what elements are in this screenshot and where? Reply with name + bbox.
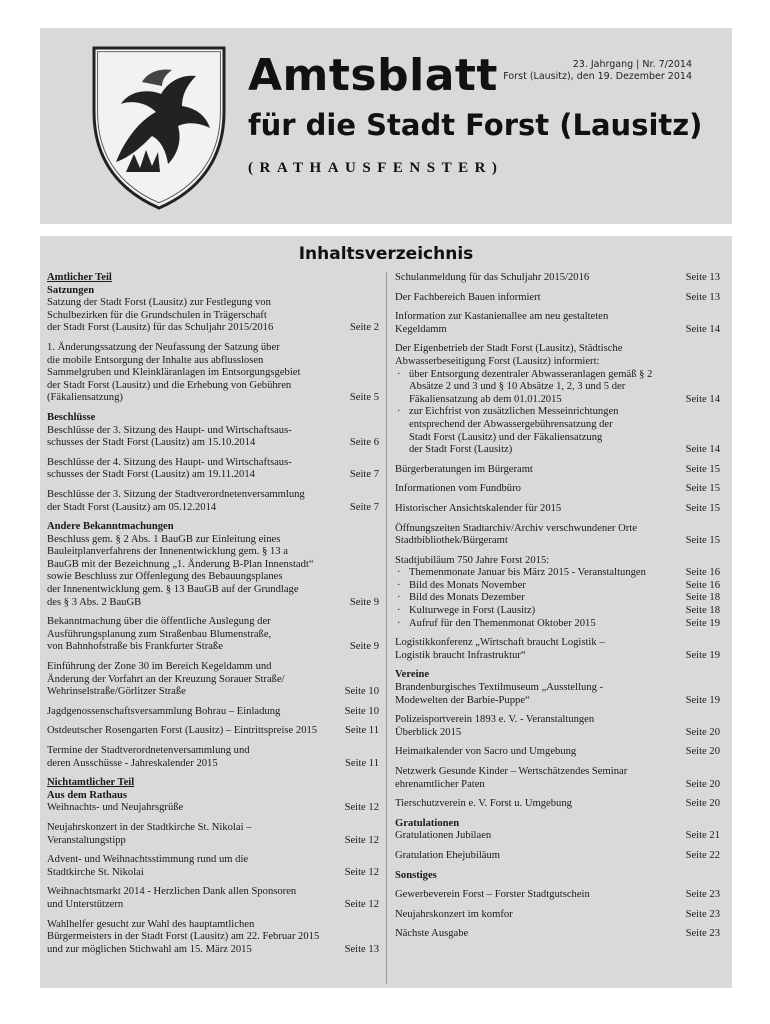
toc-page-number: Seite 15	[685, 483, 720, 495]
toc-entry-text: Logistik braucht Infrastruktur“	[395, 649, 526, 661]
toc-page-number: Seite 13	[685, 272, 720, 283]
toc-entry-text: der Innenentwicklung gem. § 13 BauGB auf der Grundlage	[47, 584, 299, 596]
toc-sub-entry	[395, 406, 720, 456]
toc-entry-text: Ostdeutscher Rosengarten Forst (Lausitz) – Eintrittspreise 2015	[47, 725, 318, 737]
masthead-title: Amtsblatt	[248, 50, 498, 101]
toc-entry-text: Bauleitplanverfahrens der Innenentwicklung gem. § 13 a	[47, 546, 288, 558]
toc-entry	[395, 889, 720, 902]
toc-entry-text: Ausführungsplanung zum Straßenbau Blumenstraße,	[47, 628, 272, 640]
toc-entry-text: · über Entsorgung dezentraler Abwasseranlagen gemäß § 2	[409, 368, 653, 380]
toc-left-column	[47, 272, 379, 956]
toc-entry-text: Netzwerk Gesunde Kinder – Wertschätzendes Seminar	[395, 766, 628, 777]
toc-page-number: Seite 12	[344, 802, 379, 814]
toc-entry-text: Termine der Stadtverordnetenversammlung und	[47, 745, 250, 756]
coat-of-arms-icon	[86, 42, 232, 214]
toc-entry-text: Stadtkirche St. Nikolai	[47, 866, 144, 878]
toc-entry	[47, 297, 379, 335]
toc-page-number: Seite 22	[685, 849, 720, 861]
toc-entry-text: Beschluss gem. § 2 Abs. 1 BauGB zur Einleitung eines	[47, 533, 281, 545]
toc-page-number: Seite 18	[685, 605, 720, 617]
toc-page-number: Seite 11	[344, 757, 379, 769]
toc-page-number: Seite 16	[685, 579, 720, 591]
toc-entry-text: Sammelgruben und Kleinkläranlagen im Entsorgungsgebiet	[47, 367, 301, 379]
toc-entry-text: Gewerbeverein Forst – Forster Stadtgutschein	[395, 889, 590, 901]
toc-entry-text: Schulanmeldung für das Schuljahr 2015/2016	[395, 272, 590, 283]
toc-section-heading: Nichtamtlicher Teil	[47, 777, 135, 789]
toc-entry-text: von Bahnhofstraße bis Frankfurter Straße	[47, 641, 223, 653]
toc-section-heading: Gratulationen	[395, 817, 460, 829]
toc-entry-text: Gratulation Ehejubiläum	[395, 849, 501, 861]
toc-entry	[395, 830, 720, 843]
toc-entry-text: Stadtjubiläum 750 Jahre Forst 2015:	[395, 554, 550, 566]
toc-page-number: Seite 14	[685, 444, 720, 456]
toc-entry-text: Satzung der Stadt Forst (Lausitz) zur Festlegung von	[47, 297, 271, 309]
toc-entry-text: · Themenmonate Januar bis März 2015 - Veranstaltungen	[409, 567, 646, 579]
toc-entry-text: Bürgermeisters in der Stadt Forst (Lausitz) am 22. Februar 2015	[47, 931, 320, 943]
toc-entry	[47, 854, 379, 879]
issue-info	[503, 59, 692, 83]
toc-entry	[47, 802, 379, 815]
toc-page-number: Seite 20	[685, 798, 720, 810]
toc-page-number: Seite 15	[685, 502, 720, 514]
toc-entry	[395, 523, 720, 548]
toc-page-number: Seite 19	[685, 649, 720, 661]
toc-page-number: Seite 12	[344, 898, 379, 910]
toc-entry	[47, 661, 379, 699]
toc-entry-text: die mobile Entsorgung der Inhalte aus abflusslosen	[47, 354, 264, 366]
toc-entry	[395, 909, 720, 922]
toc-entry-text: Veranstaltungstipp	[47, 834, 126, 846]
toc-page-number: Seite 10	[344, 705, 379, 717]
toc-entry-text: deren Ausschüsse - Jahreskalender 2015	[47, 757, 218, 769]
toc-entry-text: Änderung der Vorfahrt an der Kreuzung Sorauer Straße/	[47, 673, 285, 685]
toc-page-number: Seite 15	[685, 463, 720, 475]
toc-entry-text: Bekanntmachung über die öffentliche Auslegung der	[47, 616, 271, 628]
toc-entry-text: Absätze 2 und 3 und § 10 Absätze 1, 2, 3 und 5 der	[409, 381, 626, 393]
toc-page-number: Seite 7	[349, 469, 379, 481]
toc-entry-text: der Stadt Forst (Lausitz) für das Schuljahr 2015/2016	[47, 322, 274, 334]
toc-entry-text: Der Fachbereich Bauen informiert	[395, 291, 541, 303]
toc-entry	[47, 919, 379, 957]
toc-page-number: Seite 14	[685, 323, 720, 335]
toc-page-number: Seite 21	[685, 830, 720, 842]
toc-entry-text: · zur Eichfrist von zusätzlichen Messeinrichtungen	[409, 406, 619, 418]
toc-entry-text: Nächste Ausgabe	[395, 928, 469, 940]
toc-page-number: Seite 12	[344, 834, 379, 846]
issue-number: 23. Jahrgang | Nr. 7/2014	[572, 59, 692, 70]
masthead-section-name: (RATHAUSFENSTER)	[248, 160, 504, 176]
toc-page-number: Seite 15	[685, 535, 720, 547]
toc-entry	[395, 928, 720, 941]
toc-entry	[47, 886, 379, 911]
toc-sub-entry	[395, 369, 720, 407]
toc-entry	[47, 725, 379, 738]
masthead-subtitle: für die Stadt Forst (Lausitz)	[248, 108, 703, 142]
toc-entry-text: (Fäkaliensatzung)	[47, 392, 123, 404]
toc-entry-text: des § 3 Abs. 2 BauGB	[47, 596, 142, 608]
toc-entry-text: Neujahrskonzert im komfor	[395, 908, 513, 920]
toc-entry	[395, 798, 720, 811]
toc-entry	[47, 534, 379, 610]
toc-entry	[47, 745, 379, 770]
toc-entry-text: ehrenamtlicher Paten	[395, 778, 485, 790]
toc-entry	[47, 457, 379, 482]
toc-entry	[395, 311, 720, 336]
toc-entry	[47, 706, 379, 719]
toc-entry-text: Kegeldamm	[395, 323, 447, 335]
toc-entry	[395, 714, 720, 739]
toc-entry-text: · Aufruf für den Themenmonat Oktober 2015	[409, 617, 596, 629]
toc-entry	[395, 503, 720, 516]
toc-entry-text: entsprechend der Abwassergebührensatzung der	[409, 418, 613, 430]
toc-entry-text: Modewelten der Barbie-Puppe“	[395, 694, 530, 706]
toc-entry-text: Information zur Kastanienallee am neu gestalteten	[395, 311, 609, 323]
toc-entry	[47, 616, 379, 654]
toc-entry-text: Brandenburgisches Textilmuseum „Ausstellung -	[395, 682, 604, 694]
toc-entry-text: Wahlhelfer gesucht zur Wahl des hauptamtlichen	[47, 918, 255, 930]
toc-entry-text: Tierschutzverein e. V. Forst u. Umgebung	[395, 798, 572, 810]
toc-entry-text: Heimatkalender von Sacro und Umgebung	[395, 746, 577, 758]
toc-section-heading: Amtlicher Teil	[47, 272, 112, 283]
toc-entry-text: 1. Änderungssatzung der Neufassung der Satzung über	[47, 341, 280, 353]
toc-entry-text: der Stadt Forst (Lausitz) und die Erhebung von Gebühren	[47, 379, 292, 391]
issue-date: Forst (Lausitz), den 19. Dezember 2014	[503, 71, 692, 82]
toc-entry-text: Logistikkonferenz „Wirtschaft braucht Logistik –	[395, 637, 605, 649]
toc-entry	[395, 292, 720, 305]
toc-entry-text: Stadt Forst (Lausitz) und der Fäkaliensatzung	[409, 431, 603, 443]
toc-page-number: Seite 20	[685, 746, 720, 758]
toc-entry-text: Einführung der Zone 30 im Bereich Kegeldamm und	[47, 661, 272, 673]
toc-entry-text: Gratulationen Jubilaen	[395, 830, 492, 842]
toc-page-number: Seite 16	[685, 567, 720, 579]
toc-page-number: Seite 23	[685, 889, 720, 901]
toc-page-number: Seite 9	[349, 596, 379, 608]
toc-entry-text: Beschlüsse der 4. Sitzung des Haupt- und Wirtschaftsaus-	[47, 456, 292, 468]
toc-entry-text: schusses der Stadt Forst (Lausitz) am 19.11.2014	[47, 469, 255, 481]
toc-entry	[395, 464, 720, 477]
toc-page-number: Seite 2	[349, 322, 379, 334]
toc-entry-text: Polizeisportverein 1893 e. V. - Veranstaltungen	[395, 714, 595, 726]
toc-page-number: Seite 12	[344, 866, 379, 878]
toc-page-number: Seite 9	[349, 641, 379, 653]
toc-page-number: Seite 23	[685, 908, 720, 920]
toc-entry-text: Stadtbibliothek/Bürgeramt	[395, 535, 508, 547]
toc-entry-text: und Unterstützern	[47, 898, 124, 910]
toc-entry	[47, 342, 379, 405]
toc-entry-text: Weihnachts- und Neujahrsgrüße	[47, 802, 184, 814]
toc-right-column	[395, 272, 720, 941]
toc-page-number: Seite 20	[685, 778, 720, 790]
toc-page-number: Seite 14	[685, 393, 720, 405]
toc-page-number: Seite 19	[685, 694, 720, 706]
toc-entry-text: schusses der Stadt Forst (Lausitz) am 15.10.2014	[47, 437, 256, 449]
toc-sub-entry	[395, 605, 720, 618]
toc-entry-text: Advent- und Weihnachtsstimmung rund um die	[47, 854, 249, 866]
toc-section-heading: Sonstiges	[395, 869, 437, 881]
toc-entry-text: Wehrinselstraße/Görlitzer Straße	[47, 686, 186, 698]
toc-title: Inhaltsverzeichnis	[298, 244, 474, 264]
toc-entry-text: und zur möglichen Stichwahl am 15. März 2015	[47, 943, 252, 955]
toc-entry-text: Öffnungszeiten Stadtarchiv/Archiv verschwundener Orte	[395, 522, 637, 534]
toc-entry	[395, 850, 720, 863]
toc-entry-text: der Stadt Forst (Lausitz)	[409, 444, 513, 456]
toc-entry	[395, 343, 720, 368]
toc-entry	[395, 766, 720, 791]
toc-entry-text: · Kulturwege in Forst (Lausitz)	[409, 605, 536, 617]
toc-entry-text: Beschlüsse der 3. Sitzung des Haupt- und Wirtschaftsaus-	[47, 424, 292, 436]
toc-page-number: Seite 23	[685, 928, 720, 940]
masthead	[40, 28, 732, 224]
toc-page-number: Seite 5	[349, 392, 379, 404]
toc-entry-text: Überblick 2015	[395, 726, 462, 738]
toc-entry-text: Historischer Ansichtskalender für 2015	[395, 502, 562, 514]
toc-entry	[395, 483, 720, 496]
toc-page-number: Seite 13	[685, 291, 720, 303]
toc-section-heading: Beschlüsse	[47, 411, 96, 423]
toc-entry-text: der Stadt Forst (Lausitz) am 05.12.2014	[47, 501, 217, 513]
toc-entry	[47, 822, 379, 847]
toc-entry-text: Beschlüsse der 3. Sitzung der Stadtverordnetenversammlung	[47, 488, 305, 500]
toc-entry-text: Neujahrskonzert in der Stadtkirche St. Nikolai –	[47, 821, 252, 833]
toc-page-number: Seite 18	[685, 592, 720, 604]
toc-entry	[395, 682, 720, 707]
toc-sub-entry	[395, 618, 720, 631]
toc-entry-text: Weihnachtsmarkt 2014 - Herzlichen Dank allen Sponsoren	[47, 886, 297, 898]
toc-section-heading: Aus dem Rathaus	[47, 789, 128, 801]
toc-section-heading: Vereine	[395, 669, 430, 681]
toc-section-heading: Satzungen	[47, 284, 95, 296]
toc-entry-text: Abwasserbeseitigung Forst (Lausitz) informiert:	[395, 355, 600, 367]
toc-entry	[395, 746, 720, 759]
toc-page-number: Seite 7	[349, 501, 379, 513]
toc-page-number: Seite 19	[685, 617, 720, 629]
toc-page-number: Seite 13	[344, 943, 379, 955]
toc-sub-entry	[395, 592, 720, 605]
toc-entry-text: sowie Beschluss zur Offenlegung des Bebauungsplanes	[47, 571, 283, 583]
toc-entry-text: Informationen vom Fundbüro	[395, 483, 521, 495]
toc-entry	[47, 489, 379, 514]
toc-page-number: Seite 6	[349, 437, 379, 449]
toc-section-heading: Andere Bekanntmachungen	[47, 521, 174, 533]
toc-entry	[47, 425, 379, 450]
toc-entry	[395, 272, 720, 285]
toc-entry-text: · Bild des Monats November	[409, 579, 526, 591]
toc-sub-entry	[395, 580, 720, 593]
toc-page-number: Seite 20	[685, 726, 720, 738]
toc-entry-text: Bürgerberatungen im Bürgeramt	[395, 463, 533, 475]
toc-entry-text: Fäkaliensatzung ab dem 01.01.2015	[409, 393, 562, 405]
toc-page-number: Seite 11	[344, 725, 379, 737]
toc-entry	[395, 555, 720, 568]
toc-entry-text: Jagdgenossenschaftsversammlung Bohrau – Einladung	[47, 705, 281, 717]
toc-entry-text: BauGB mit der Bezeichnung „1. Änderung B-Plan Innenstadt“	[47, 558, 314, 570]
toc-sub-entry	[395, 567, 720, 580]
toc-entry-text: Der Eigenbetrieb der Stadt Forst (Lausitz), Städtische	[395, 343, 623, 355]
toc-entry-text: · Bild des Monats Dezember	[409, 592, 525, 604]
column-divider	[386, 272, 387, 984]
toc-page-number: Seite 10	[344, 686, 379, 698]
toc-entry-text: Schulbezirken für die Grundschulen in Trägerschaft	[47, 309, 267, 321]
table-of-contents	[40, 236, 732, 988]
toc-entry	[395, 637, 720, 662]
